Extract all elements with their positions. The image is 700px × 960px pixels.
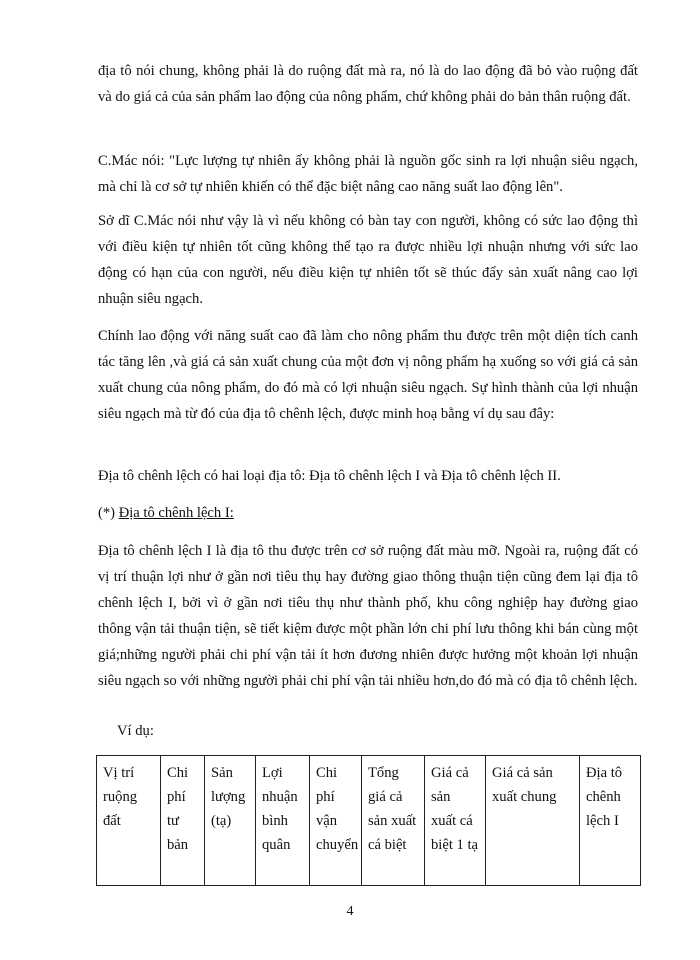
heading-differential-rent-i: Địa tô chênh lệch I:	[118, 505, 234, 521]
page-number: 4	[346, 904, 354, 919]
header-land-position: Vị trí ruộng đất	[97, 756, 161, 886]
header-transport-cost: Chi phí vận chuyển	[310, 756, 362, 886]
section-heading	[98, 500, 638, 526]
paragraph-rent-origin: địa tô nói chung, không phải là do ruộng đất mà ra, nó là do lao động đã bỏ vào ruộng đất và do giá cả của sản phẩm lao động của nông phẩm, chứ không phải do bản thân ruộng đất.	[98, 63, 638, 105]
paragraph-productivity: Chính lao động với năng suất cao đã làm cho nông phẩm thu được trên một diện tích canh tác tăng lên ,và giá cả sản xuất chung của một đơn vị nông phẩm hạ xuống so với giá cả sản xuất chung của nông phẩm, do đó mà có lợi nhuận siêu ngạch. Sự hình thành của lợi nhuận siêu ngạch mà từ đó của địa tô chênh lệch, được minh hoạ bằng ví dụ sau đây:	[98, 328, 638, 422]
heading-prefix: (*)	[98, 505, 116, 521]
header-average-profit: Lợi nhuận bình quân	[256, 756, 310, 886]
header-differential-rent: Địa tô chênh lệch I	[580, 756, 641, 886]
example-label: Ví dụ:	[117, 723, 154, 739]
header-output: Sản lượng (tạ)	[205, 756, 256, 886]
paragraph-rent-types: Địa tô chênh lệch có hai loại địa tô: Địa tô chênh lệch I và Địa tô chênh lệch II.	[98, 468, 561, 484]
header-general-price: Giá cả sản xuất chung	[486, 756, 580, 886]
header-total-individual-price: Tổng giá cả sản xuất cá biệt	[362, 756, 425, 886]
header-individual-price-per-unit: Giá cả sản xuất cá biệt 1 tạ	[425, 756, 486, 886]
paragraph-differential-rent-i: Địa tô chênh lệch I là địa tô thu được trên cơ sở ruộng đất màu mỡ. Ngoài ra, ruộng đất có vị trí thuận lợi như ở gần nơi tiêu thụ hay đường giao thông thuận tiện cũng đem lại địa tô chênh lệch I, bởi vì ở gần nơi tiêu thụ như thành phố, khu công nghiệp hay đường giao thông vận tải thuận tiện, sẽ tiết kiệm được một phần lớn chi phí lưu thông khi bán cùng một giá;những người phải chi phí vận tải ít hơn đương nhiên được hưởng một khoản lợi nhuận siêu ngạch so với những người phải chi phí vận tải nhiều hơn,do đó mà có địa tô chênh lệch.	[98, 543, 638, 689]
header-capital-cost: Chi phí tư bản	[161, 756, 205, 886]
rent-example-table	[96, 755, 641, 886]
paragraph-marx-explanation: Sở dĩ C.Mác nói như vậy là vì nếu không có bàn tay con người, không có sức lao động thì với điều kiện tự nhiên tốt cũng không thể tạo ra được nhiều lợi nhuận nhưng với sức lao động có hạn của con người, nếu điều kiện tự nhiên tốt sẽ thúc đẩy sản xuất nâng cao lợi nhuận siêu ngạch.	[98, 213, 638, 307]
paragraph-marx-quote: C.Mác nói: "Lực lượng tự nhiên ấy không phải là nguồn gốc sinh ra lợi nhuận siêu ngạch, mà chỉ là cơ sở tự nhiên khiến có thể đặc biệt nâng cao năng suất lao động lên".	[98, 153, 638, 195]
table-header-row	[97, 756, 641, 886]
